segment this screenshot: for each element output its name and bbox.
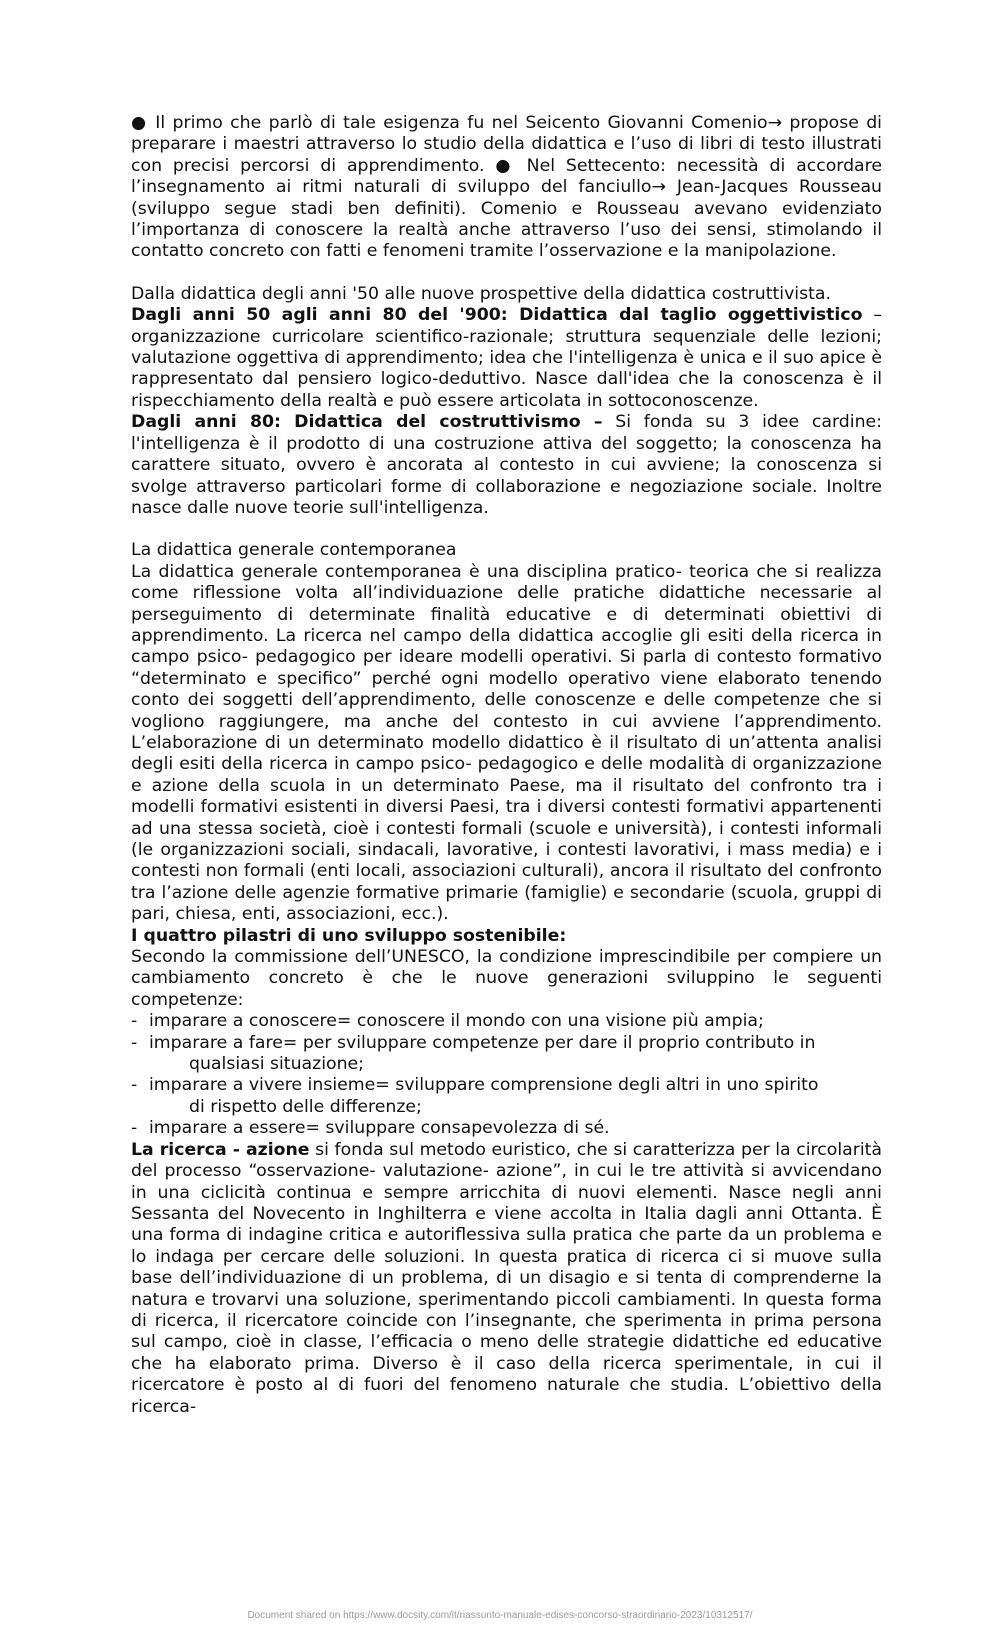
bold-heading-costruttivismo: Dagli anni 80: Didattica del costruttivismo –	[131, 412, 603, 433]
paragraph-comenio-rousseau: ● Il primo che parlò di tale esigenza fu nel Seicento Giovanni Comenio→ propose di preparare i maestri attraverso lo studio della didattica e l’uso di libri di testo illustrati con precisi percorsi di apprendimento. ● Nel Settecento: necessità di accordare l’insegnamento ai ritmi naturali di sviluppo del fanciullo→ Jean-Jacques Rousseau (sviluppo segue stadi ben definiti). Comenio e Rousseau avevano evidenziato l’importanza di conoscere la realtà anche attraverso l’uso dei sensi, stimolando il contatto concreto con fatti e fenomeni tramite l’osservazione e la manipolazione.	[131, 113, 882, 262]
section-heading-didattica-contemporanea: La didattica generale contemporanea	[131, 540, 457, 561]
list-item-text: imparare a essere= sviluppare consapevolezza di sé.	[149, 1118, 610, 1139]
list-item	[131, 1011, 882, 1032]
list-dash: -	[131, 1011, 138, 1032]
paragraph-didattica-costruttivismo	[131, 412, 882, 519]
paragraph-didattica-oggettivistica	[131, 305, 882, 412]
paragraph-text-oggettivistica: – organizzazione curricolare scientifico-razionale; struttura sequenziale delle lezioni; valutazione oggettiva di apprendimento; idea che l'intelligenza è unica e il suo apice è rappresentato dal pensiero logico-deduttivo. Nasce dall'idea che la conoscenza è il rispecchiamento della realtà e può essere articolata in sottoconoscenze.	[131, 305, 882, 411]
bold-heading-ricerca-azione: La ricerca - azione	[131, 1139, 310, 1160]
paragraph-gap	[131, 263, 882, 284]
list-dash: -	[131, 1032, 138, 1053]
list-item	[131, 1118, 882, 1139]
document-page	[131, 113, 882, 1418]
list-dash: -	[131, 1118, 138, 1139]
list-item-text: imparare a conoscere= conoscere il mondo con una visione più ampia;	[149, 1011, 764, 1032]
paragraph-didattica-contemporanea: La didattica generale contemporanea è una disciplina pratico- teorica che si realizza come riflessione volta all’individuazione delle pratiche didattiche necessarie al perseguimento di determinate finalità educative e di determinati obiettivi di apprendimento. La ricerca nel campo della didattica accoglie gli esiti della ricerca in campo psico- pedagogico per ideare modelli operativi. Si parla di contesto formativo “determinato e specifico” perché ogni modello operativo viene elaborato tenendo conto dei soggetti dell’apprendimento, delle conoscenze e delle competenze che si vogliono raggiungere, ma anche del contesto in cui avviene l’apprendimento. L’elaborazione di un determinato modello didattico è il risultato di un’attenta analisi degli esiti della ricerca in campo psico- pedagogico e delle modalità di organizzazione e azione della scuola in un determinato Paese, ma il risultato del confronto tra i modelli formativi esistenti in diversi Paesi, tra i diversi contesti formativi appartenenti ad una stessa società, cioè i contesti formali (scuole e università), i contesti informali (le organizzazioni sociali, sindacali, lavorative, i contesti lavorativi, i mass media) e i contesti non formali (enti locali, associazioni culturali), ancora il risultato del confronto tra l’azione delle agenzie formative primarie (famiglie) e secondarie (scuola, gruppi di pari, chiesa, enti, associazioni, ecc.).	[131, 561, 882, 925]
paragraph-text-costruttivismo: Si fonda su 3 idee cardine: l'intelligenza è il prodotto di una costruzione attiva del soggetto; la conoscenza ha carattere situato, ovvero è ancorata al contesto in cui avviene; la conoscenza si svolge attraverso particolari forme di collaborazione e negoziazione sociale. Inoltre nasce dalle nuove teorie sull'intelligenza.	[131, 412, 882, 518]
footer-share-link[interactable]: Document shared on https://www.docsity.com/it/riassunto-manuale-edises-concorso-straordinario-2023/10312517/	[247, 1610, 753, 1621]
paragraph-ricerca-azione	[131, 1140, 882, 1418]
list-item	[131, 1033, 882, 1076]
section-heading-didattica-anni-50: Dalla didattica degli anni '50 alle nuove prospettive della didattica costruttivista.	[131, 283, 831, 304]
list-item-continuation: qualsiasi situazione;	[189, 1054, 364, 1075]
section-heading-quattro-pilastri: I quattro pilastri di uno sviluppo sostenibile:	[131, 925, 567, 946]
paragraph-gap	[131, 519, 882, 540]
list-item-text: imparare a vivere insieme= sviluppare comprensione degli altri in uno spirito	[149, 1075, 819, 1096]
competence-list	[131, 1011, 882, 1139]
paragraph-unesco: Secondo la commissione dell’UNESCO, la condizione imprescindibile per compiere un cambiamento concreto è che le nuove generazioni sviluppino le seguenti competenze:	[131, 947, 882, 1010]
bold-heading-oggettivistica: Dagli anni 50 agli anni 80 del '900: Didattica dal taglio oggettivistico	[131, 305, 863, 326]
list-item	[131, 1075, 882, 1118]
list-item-text: imparare a fare= per sviluppare competenze per dare il proprio contributo in	[149, 1032, 816, 1053]
list-item-continuation: di rispetto delle differenze;	[189, 1096, 422, 1117]
paragraph-text-ricerca-azione: si fonda sul metodo euristico, che si caratterizza per la circolarità del processo “osservazione- valutazione- azione”, in cui le tre attività si avvicendano in una ciclicità continua e sempre arricchita di nuovi elementi. Nasce negli anni Sessanta del Novecento in Inghilterra e viene accolta in Italia dagli anni Ottanta. È una forma di indagine critica e autoriflessiva sulla pratica che parte da un problema e lo indaga per cercare delle soluzioni. In questa pratica di ricerca ci si muove sulla base dell’individuazione di un problema, di un disagio e si tenta di comprenderne la natura e trovarvi una soluzione, sperimentando piccoli cambiamenti. In questa forma di ricerca, il ricercatore coincide con l’insegnante, che sperimenta in prima persona sul campo, cioè in classe, l’efficacia o meno delle strategie didattiche ed educative che ha elaborato prima. Diverso è il caso della ricerca sperimentale, in cui il ricercatore è posto al di fuori del fenomeno naturale che studia. L’obiettivo della ricerca-	[131, 1139, 882, 1417]
list-dash: -	[131, 1075, 138, 1096]
